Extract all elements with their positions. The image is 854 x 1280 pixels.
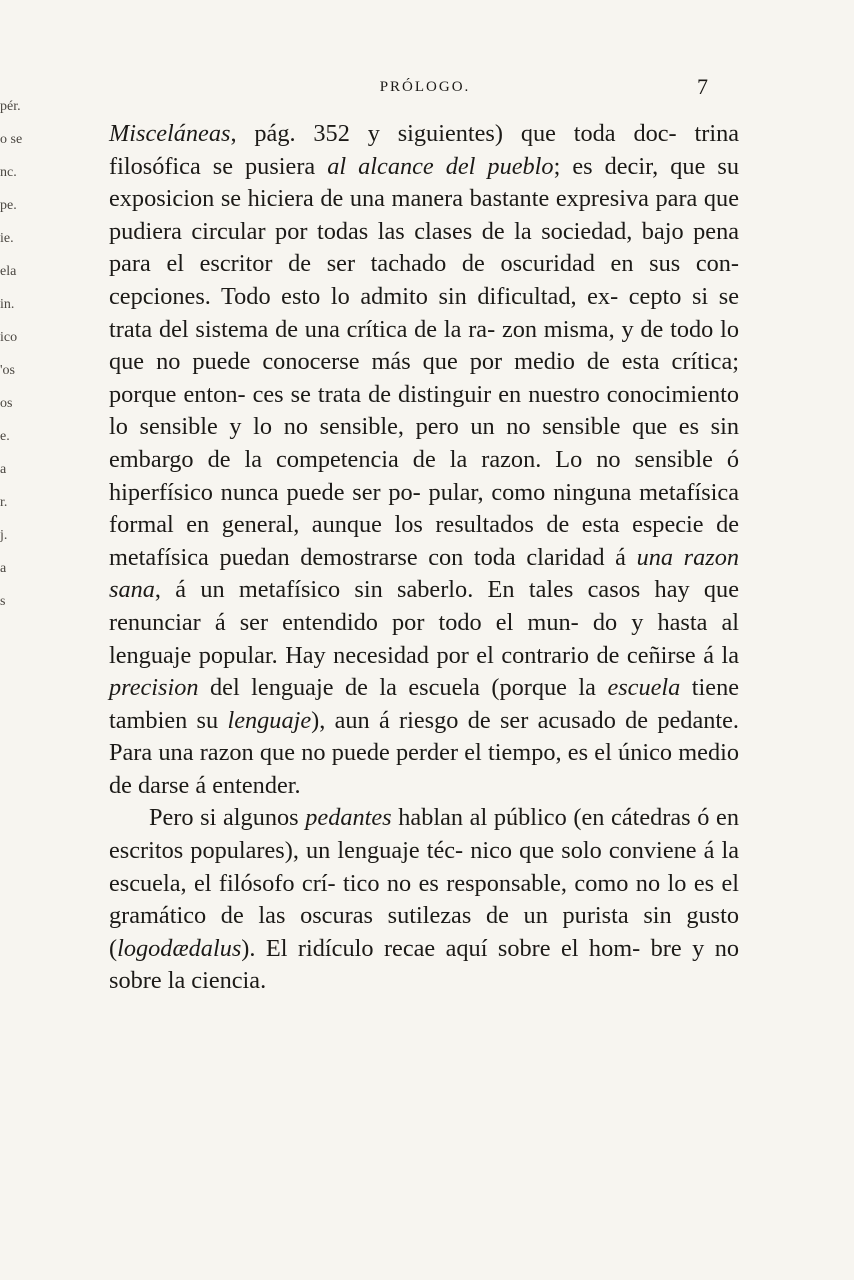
- bleed-line: o se: [0, 132, 22, 147]
- bleed-line: os: [0, 396, 13, 411]
- text-run: tiene tambien su: [109, 674, 739, 734]
- text-run: ). El ridículo recae aquí sobre el hom- bre y no sobre la ciencia.: [109, 934, 739, 995]
- bleed-line: in.: [0, 297, 15, 312]
- italic-text: pedantes: [305, 804, 392, 832]
- page-header: [110, 74, 740, 102]
- italic-text: una razon sana: [109, 543, 739, 604]
- italic-text: Misceláneas: [109, 120, 231, 147]
- bleed-line: e.: [0, 429, 10, 444]
- italic-text: al alcance del pueblo: [327, 152, 554, 180]
- bleed-line: pe.: [0, 198, 17, 213]
- bleed-line: r.: [0, 495, 8, 510]
- italic-text: logodædalus: [117, 934, 242, 962]
- bleed-line: pér.: [0, 99, 21, 114]
- bleed-line: a: [0, 561, 7, 576]
- text-run: hablan al público (en cátedras ó en escritos populares), un lenguaje téc- nico que solo conviene á la escuela, el filósofo crí- tico no es responsable, como no lo es el gramático de las oscuras sutilezas de un purista sin gusto (: [109, 804, 739, 962]
- text-run: , á un metafísico sin saberlo. En tales casos hay que renunciar á ser entendido por todo el mun- do y hasta al lenguaje popular. Hay necesidad por el contrario de ceñirse á la: [109, 576, 739, 669]
- facing-page-bleed: [0, 90, 22, 618]
- text-run: ), aun á riesgo de ser acusado de pedante. Para una razon que no puede perder el tiempo, es el único medio de darse á entender.: [109, 706, 739, 799]
- text-run: del lenguaje de la escuela (porque la: [198, 674, 608, 702]
- italic-text: lenguaje: [227, 706, 312, 734]
- italic-text: precision: [109, 674, 199, 702]
- text-run: Pero si algunos: [149, 804, 306, 832]
- paragraph: [109, 802, 739, 998]
- bleed-line: ie.: [0, 231, 14, 246]
- body-text: [109, 118, 739, 998]
- bleed-line: ela: [0, 264, 17, 279]
- bleed-line: a: [0, 462, 7, 477]
- text-run: , pág. 352 y siguientes) que toda doc- trina filosófica se pusiera: [109, 120, 739, 180]
- bleed-line: ico: [0, 330, 18, 345]
- text-run: ; es decir, que su exposicion se hiciera de una manera bastante expresiva para que pudiera circular por todas las clases de la sociedad, bajo pena para el escritor de ser tachado de oscuridad en sus con- cepciones. Todo esto lo admito sin dificultad, ex- cepto si se trata del sistema de una crítica de la ra- zon misma, y de todo lo que no puede conocerse más que por medio de esta crítica; porque enton- ces se trata de distinguir en nuestro conocimiento lo sensible y lo no sensible, pero un no sensible que es sin embargo de la competencia de la razon. Lo no sensible ó hiperfísico nunca puede ser po- pular, como ninguna metafísica formal en general, aunque los resultados de esta especie de metafísica puedan demostrarse con toda claridad á: [109, 152, 739, 571]
- bleed-line: nc.: [0, 165, 17, 180]
- bleed-line: s: [0, 594, 6, 609]
- page-number: 7: [697, 74, 708, 99]
- italic-text: escuela: [607, 674, 681, 702]
- paragraph: [109, 118, 739, 802]
- bleed-line: j.: [0, 528, 8, 543]
- bleed-line: 'os: [0, 363, 15, 378]
- running-title: PRÓLOGO.: [379, 79, 471, 95]
